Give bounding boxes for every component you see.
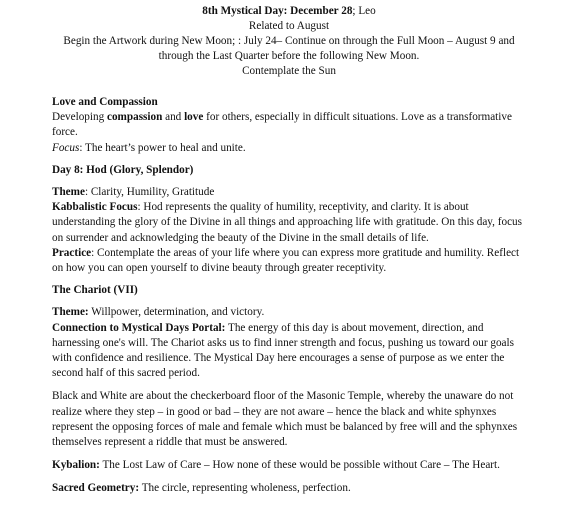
love-focus-text: : The heart’s power to heal and unite. — [79, 141, 246, 154]
chariot-theme-label: Theme: — [52, 306, 89, 319]
geometry-label: Sacred Geometry: — [52, 482, 140, 495]
sacred-geometry-line — [52, 481, 532, 496]
love-text-e: for others, especially in difficult situations. Love as a transformative force. — [52, 111, 512, 139]
love-text-c: and — [162, 111, 185, 124]
document-header — [0, 4, 578, 79]
kybalion-label: Kybalion: — [52, 459, 100, 472]
kybalion-text: The Lost Law of Care – How none of these would be possible without Care – The Heart. — [99, 459, 500, 472]
hod-theme-label: Theme — [52, 186, 85, 199]
header-sign: ; Leo — [352, 5, 376, 17]
header-related: Related to August — [248, 20, 330, 32]
header-date-line — [0, 4, 578, 19]
header-begin: Begin the Artwork during New Moon; : July 24– Continue on through the Full Moon – August 9 and through the Last Quarter before the following New Moon. — [63, 35, 515, 62]
chariot-connection — [52, 321, 532, 382]
hod-kabbalistic-focus — [52, 200, 532, 246]
document-body — [52, 95, 532, 497]
love-focus-label: Focus — [52, 141, 80, 154]
chariot-title: The Chariot (VII) — [52, 284, 138, 297]
chariot-theme-text: Willpower, determination, and victory. — [88, 306, 265, 319]
hod-practice-label: Practice — [52, 246, 92, 259]
hod-practice-text: : Contemplate the areas of your life where you can express more gratitude and humility. Reflect on how you can open yourself to divine beauty through greater receptivity. — [52, 246, 520, 275]
love-love: love — [184, 111, 204, 124]
love-focus — [52, 141, 532, 156]
hod-theme — [52, 185, 532, 200]
love-compassion: compassion — [107, 111, 163, 124]
hod-theme-text: : Clarity, Humility, Gratitude — [84, 186, 215, 199]
header-contemplate: Contemplate the Sun — [242, 65, 336, 77]
chariot-conn-text: The energy of this day is about movement, direction, and harnessing one's will. The Chariot asks us to find inner strength and focus, pushing us toward our goals with confidence and resilience. The Mystical Day here encourages a sense of purpose as we enter the second half of this sacred period. — [52, 321, 514, 380]
hod-title: Day 8: Hod (Glory, Splendor) — [52, 163, 194, 176]
hod-practice — [52, 246, 532, 276]
chariot-conn-label: Connection to Mystical Days Portal: — [52, 321, 226, 334]
love-paragraph — [52, 110, 532, 140]
kybalion-line — [52, 458, 532, 473]
hod-kab-label: Kabbalistic Focus — [52, 201, 138, 214]
black-white-paragraph: Black and White are about the checkerboard floor of the Masonic Temple, whereby the unaware do not realize where they step – in good or bad – they are not aware – hence the black and white sphynxes represent the opposing forces of male and female which must be balanced by free will and the sphynxes themselves represent a riddle that must be answered. — [52, 390, 518, 449]
love-text-a: Developing — [52, 111, 107, 124]
love-title: Love and Compassion — [52, 96, 158, 108]
header-date: 8th Mystical Day: December 28 — [202, 5, 353, 17]
hod-kab-text: : Hod represents the quality of humility, receptivity, and clarity. It is about understanding the glory of the Divine in all things and approaching life with gratitude. On this day, focus on surrender and acknowledging the beauty of the Divine in the small details of life. — [52, 201, 522, 244]
chariot-theme — [52, 305, 532, 320]
geometry-text: The circle, representing wholeness, perfection. — [139, 482, 351, 495]
